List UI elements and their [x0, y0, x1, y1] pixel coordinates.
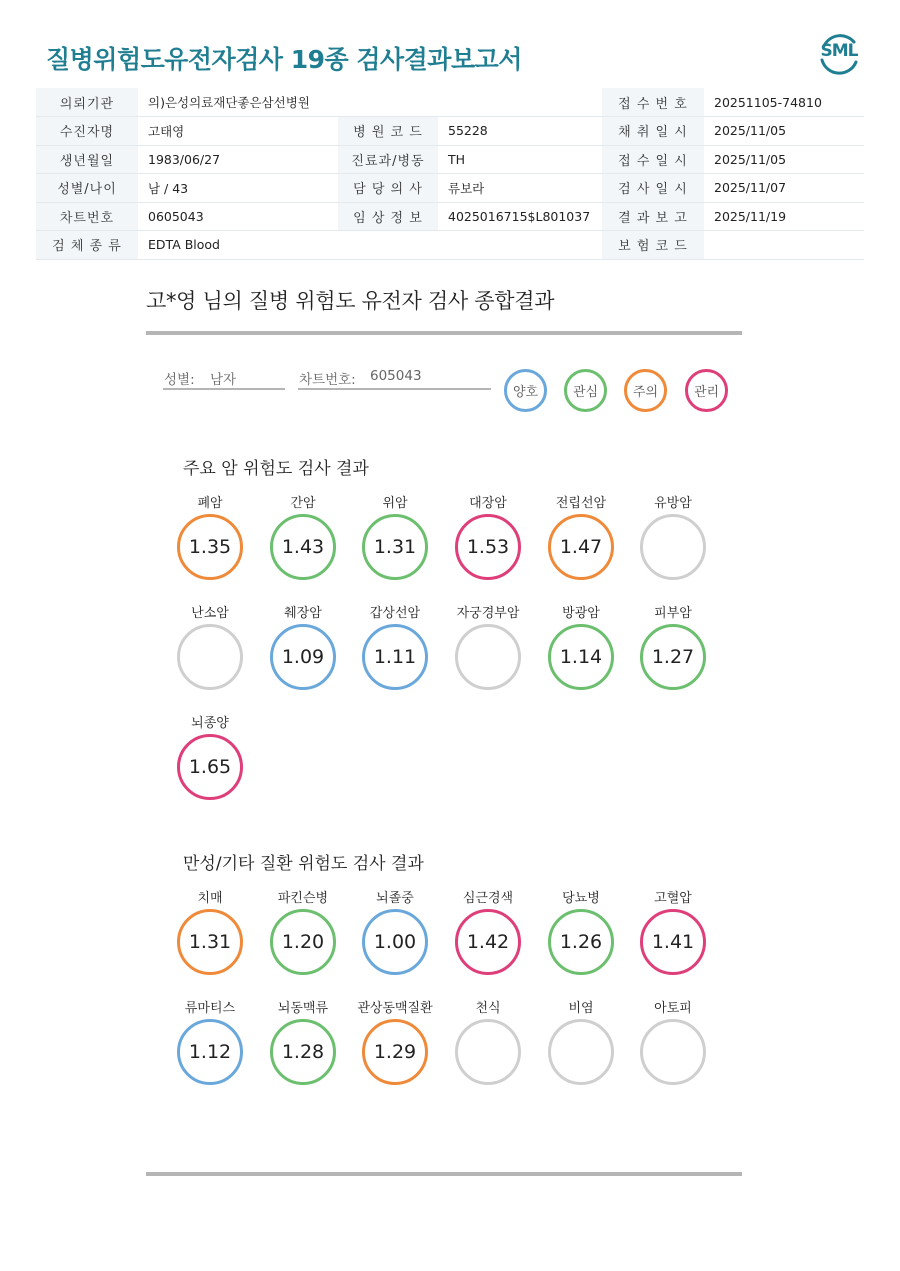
chronic-item-name: 관상동맥질환	[357, 1001, 433, 1016]
chart-number-underline	[298, 388, 491, 390]
info-value	[438, 231, 602, 260]
info-label: 성별/나이	[36, 174, 138, 203]
cancer-item-name: 폐암	[197, 496, 223, 511]
chronic-item-name: 비염	[568, 1001, 594, 1016]
cancer-item-name: 대장암	[469, 496, 507, 511]
chronic-risk-circle: 1.31	[177, 909, 243, 975]
cancer-item-name: 자궁경부암	[456, 606, 520, 621]
chronic-risk-circle: 1.28	[270, 1019, 336, 1085]
report-title: 질병위험도유전자검사 19종 검사결과보고서	[46, 45, 522, 74]
info-value: 2025/11/07	[704, 174, 864, 203]
info-label: 생년월일	[36, 145, 138, 174]
chronic-item-name: 천식	[475, 1001, 501, 1016]
chronic-item-name: 뇌졸중	[376, 891, 414, 906]
sml-logo	[816, 30, 862, 76]
chronic-item-name: 치매	[197, 891, 223, 906]
cancer-risk-circle: 1.09	[270, 624, 336, 690]
gender-value: 남자	[210, 372, 237, 388]
chronic-risk-circle: 1.20	[270, 909, 336, 975]
chronic-risk-circle	[640, 1019, 706, 1085]
chronic-risk-circle: 1.00	[362, 909, 428, 975]
cancer-risk-circle: 1.53	[455, 514, 521, 580]
cancer-item-name: 갑상선암	[369, 606, 421, 621]
info-value: EDTA Blood	[138, 231, 338, 260]
info-value: 2025/11/05	[704, 117, 864, 146]
chronic-item-name: 류마티스	[184, 1001, 236, 1016]
cancer-risk-circle: 1.47	[548, 514, 614, 580]
info-value: 의)은성의료재단좋은삼선병원	[138, 88, 338, 117]
info-value: 고태영	[138, 117, 338, 146]
legend-1: 양호	[504, 369, 547, 412]
info-value	[438, 88, 602, 117]
legend-2: 관심	[564, 369, 607, 412]
info-value: 2025/11/05	[704, 145, 864, 174]
cancer-item-name: 유방암	[654, 496, 692, 511]
info-row	[36, 174, 864, 203]
gender-label: 성별:	[164, 372, 195, 388]
info-value: 남 / 43	[138, 174, 338, 203]
cancer-risk-circle: 1.11	[362, 624, 428, 690]
chronic-item-name: 고혈압	[654, 891, 692, 906]
cancer-risk-circle: 1.35	[177, 514, 243, 580]
info-label: 수진자명	[36, 117, 138, 146]
info-row	[36, 231, 864, 260]
info-label: 검 사 일 시	[602, 174, 704, 203]
info-value: 20251105-74810	[704, 88, 864, 117]
patient-info-table	[36, 88, 864, 260]
chronic-item-name: 심근경색	[462, 891, 514, 906]
chronic-risk-circle: 1.26	[548, 909, 614, 975]
chronic-item-name: 파킨슨병	[277, 891, 329, 906]
cancer-risk-circle: 1.27	[640, 624, 706, 690]
logo-text: SML	[820, 41, 858, 61]
info-value: TH	[438, 145, 602, 174]
info-row	[36, 202, 864, 231]
info-value: 55228	[438, 117, 602, 146]
info-label: 검 체 종 류	[36, 231, 138, 260]
info-row	[36, 88, 864, 117]
cancer-risk-circle: 1.31	[362, 514, 428, 580]
cancer-risk-circle: 1.65	[177, 734, 243, 800]
info-label: 채 취 일 시	[602, 117, 704, 146]
chronic-risk-circle	[455, 1019, 521, 1085]
cancer-item-name: 피부암	[654, 606, 692, 621]
cancer-risk-circle	[455, 624, 521, 690]
info-label: 의뢰기관	[36, 88, 138, 117]
section-divider-top	[146, 331, 742, 335]
chronic-item-name: 당뇨병	[562, 891, 600, 906]
legend-4: 관리	[685, 369, 728, 412]
chart-number-value: 605043	[370, 368, 422, 384]
info-row	[36, 145, 864, 174]
chronic-risk-circle: 1.41	[640, 909, 706, 975]
cancer-item-name: 위암	[382, 496, 408, 511]
cancer-item-name: 뇌종양	[191, 716, 229, 731]
gender-underline	[163, 388, 285, 390]
chronic-risk-circle: 1.29	[362, 1019, 428, 1085]
cancer-risk-circle	[640, 514, 706, 580]
info-label: 병 원 코 드	[338, 117, 438, 146]
cancer-item-name: 난소암	[191, 606, 229, 621]
summary-title: 고*영 님의 질병 위험도 유전자 검사 종합결과	[146, 289, 555, 313]
cancer-item-name: 방광암	[562, 606, 600, 621]
chronic-risk-circle: 1.12	[177, 1019, 243, 1085]
info-label	[338, 88, 438, 117]
info-value: 2025/11/19	[704, 202, 864, 231]
chronic-group-title: 만성/기타 질환 위험도 검사 결과	[183, 854, 424, 874]
cancer-risk-circle: 1.14	[548, 624, 614, 690]
cancer-risk-circle	[177, 624, 243, 690]
info-label: 진료과/병동	[338, 145, 438, 174]
info-label: 담 당 의 사	[338, 174, 438, 203]
cancer-item-name: 전립선암	[555, 496, 607, 511]
cancer-item-name: 간암	[290, 496, 316, 511]
info-label: 결 과 보 고	[602, 202, 704, 231]
info-label: 접 수 번 호	[602, 88, 704, 117]
chronic-risk-circle: 1.42	[455, 909, 521, 975]
info-value	[704, 231, 864, 260]
info-value: 1983/06/27	[138, 145, 338, 174]
info-value: 류보라	[438, 174, 602, 203]
info-row	[36, 117, 864, 146]
legend-3: 주의	[624, 369, 667, 412]
cancer-item-name: 췌장암	[284, 606, 322, 621]
info-label: 접 수 일 시	[602, 145, 704, 174]
cancer-risk-circle: 1.43	[270, 514, 336, 580]
info-label: 임 상 정 보	[338, 202, 438, 231]
chronic-risk-circle	[548, 1019, 614, 1085]
chronic-item-name: 아토피	[654, 1001, 692, 1016]
cancer-group-title: 주요 암 위험도 검사 결과	[183, 459, 369, 479]
info-value: 0605043	[138, 202, 338, 231]
chronic-item-name: 뇌동맥류	[277, 1001, 329, 1016]
section-divider-bottom	[146, 1172, 742, 1176]
info-label: 보 험 코 드	[602, 231, 704, 260]
info-label: 차트번호	[36, 202, 138, 231]
info-value: 4025016715$L801037	[438, 202, 602, 231]
chart-number-label: 차트번호:	[299, 372, 356, 388]
info-label	[338, 231, 438, 260]
